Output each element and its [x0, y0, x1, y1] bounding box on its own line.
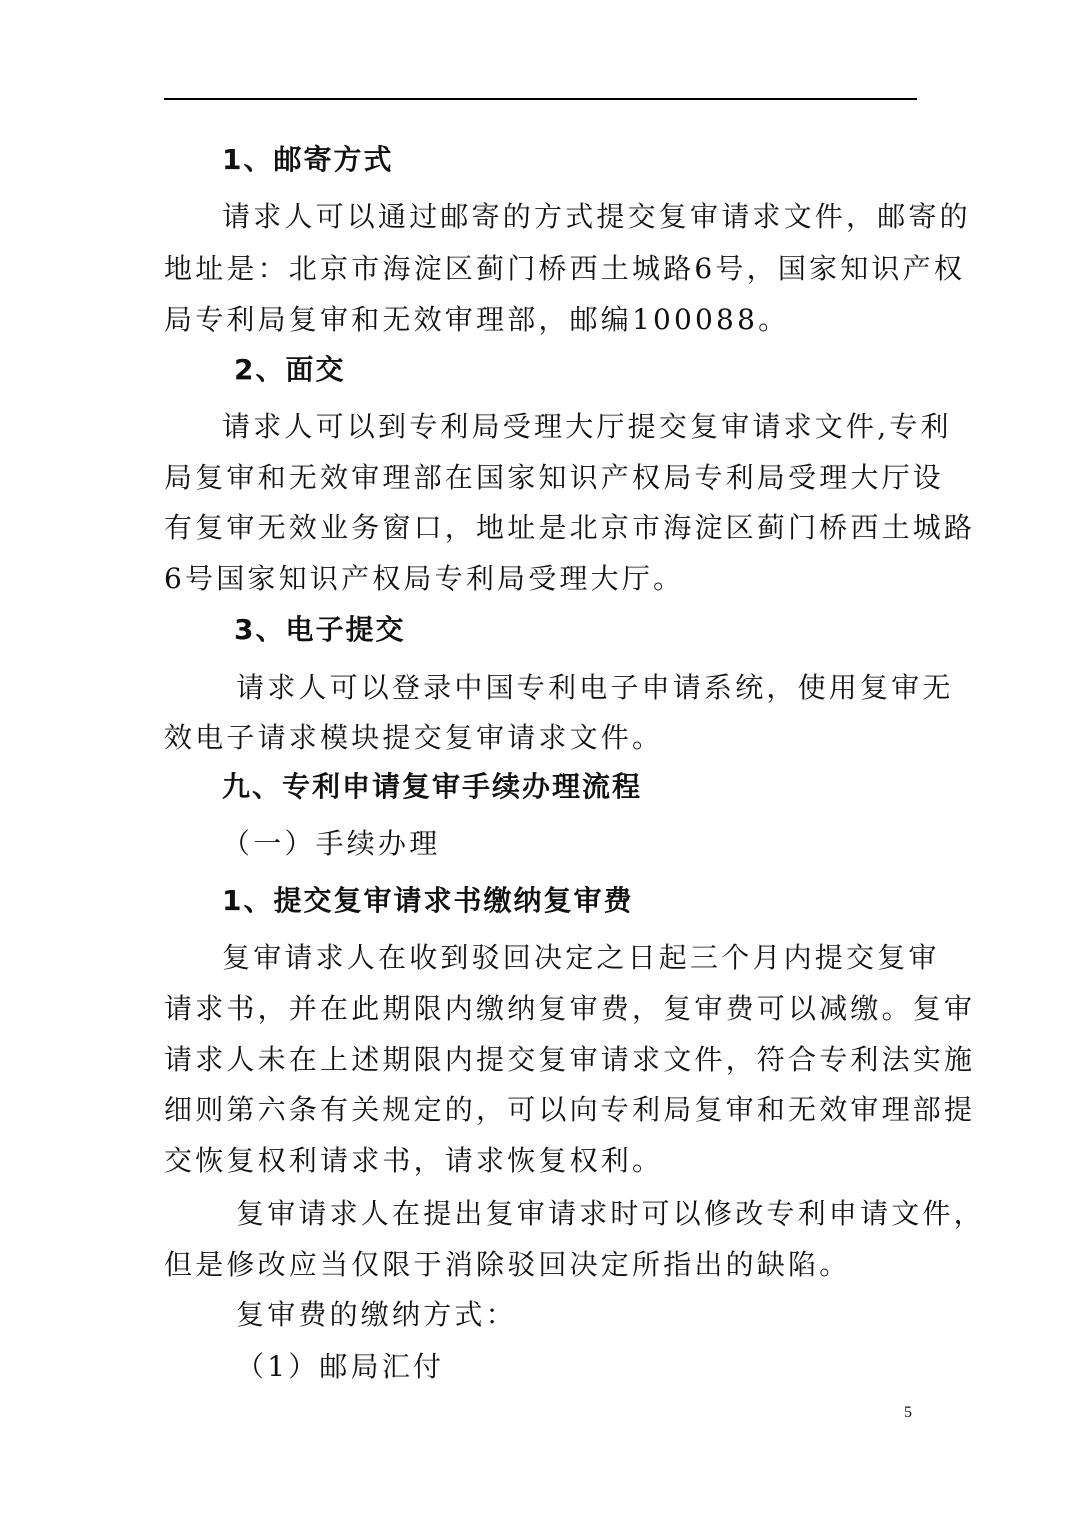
section-heading-mail: 1、邮寄方式 [222, 143, 394, 176]
payment-item: （1）邮局汇付 [236, 1350, 445, 1383]
section-heading-electronic: 3、电子提交 [234, 613, 406, 646]
payment-intro: 复审费的缴纳方式： [236, 1298, 517, 1331]
paragraph-line: 请求书，并在此期限内缴纳复审费，复审费可以减缴。复审 [164, 992, 976, 1025]
paragraph-line: 细则第六条有关规定的，可以向专利局复审和无效审理部提 [164, 1093, 976, 1126]
header-rule [164, 98, 917, 100]
paragraph-line: 请求人可以登录中国专利电子申请系统，使用复审无 [236, 671, 954, 704]
paragraph-line: 复审请求人在收到驳回决定之日起三个月内提交复审 [222, 941, 940, 974]
paragraph-line: 局复审和无效审理部在国家知识产权局专利局受理大厅设 [164, 461, 945, 494]
paragraph-line: 交恢复权利请求书，请求恢复权利。 [164, 1144, 664, 1177]
paragraph-line: 但是修改应当仅限于消除驳回决定所指出的缺陷。 [164, 1248, 851, 1281]
paragraph-line: 局专利局复审和无效审理部，邮编100088。 [164, 303, 790, 336]
subsection-heading: （一）手续办理 [222, 827, 441, 860]
paragraph-line: 复审请求人在提出复审请求时可以修改专利申请文件， [236, 1197, 985, 1230]
paragraph-line: 请求人可以通过邮寄的方式提交复审请求文件，邮寄的 [222, 200, 971, 233]
page-number: 5 [904, 1404, 912, 1421]
paragraph-line: 地址是：北京市海淀区蓟门桥西土城路6号，国家知识产权 [164, 252, 966, 285]
item-heading: 1、提交复审请求书缴纳复审费 [222, 884, 634, 917]
paragraph-line: 请求人可以到专利局受理大厅提交复审请求文件,专利 [222, 410, 952, 443]
section-heading-in-person: 2、面交 [234, 353, 346, 386]
chapter-heading: 九、专利申请复审手续办理流程 [222, 770, 643, 803]
paragraph-line: 请求人未在上述期限内提交复审请求文件，符合专利法实施 [164, 1043, 976, 1076]
paragraph-line: 6号国家知识产权局专利局受理大厅。 [164, 562, 685, 595]
paragraph-line: 有复审无效业务窗口，地址是北京市海淀区蓟门桥西土城路 [164, 511, 976, 544]
paragraph-line: 效电子请求模块提交复审请求文件。 [164, 721, 664, 754]
